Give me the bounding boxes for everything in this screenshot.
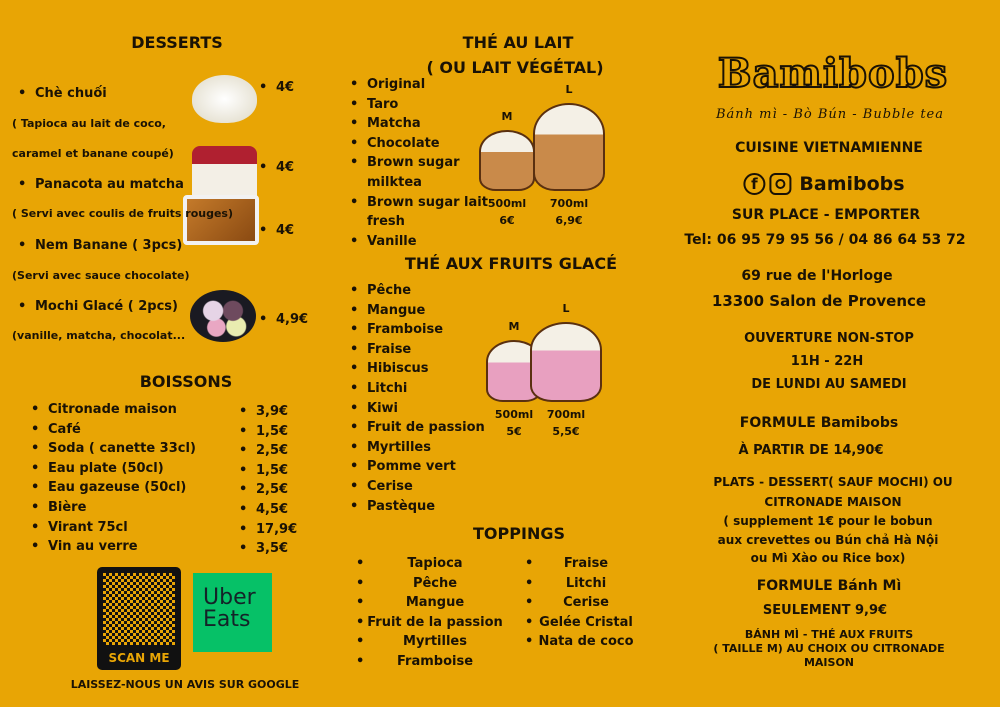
formule-bamibobs-desc-2: CITRONADE MAISON xyxy=(764,495,902,509)
tea-flavor: • Chocolate xyxy=(367,136,440,151)
tea-flavor: • Myrtilles xyxy=(367,440,431,455)
tea-flavor: • Brown sugar xyxy=(367,155,460,170)
formule-bamibobs-desc-1: PLATS - DESSERT( SAUF MOCHI) OU xyxy=(713,475,953,489)
topping-item: Cerise xyxy=(563,595,609,611)
drink-name: • Bière xyxy=(48,500,86,515)
formule-banh-mi-desc-3: MAISON xyxy=(803,656,855,669)
topping-item: Myrtilles xyxy=(403,634,467,650)
formule-bamibobs-title: FORMULE Bamibobs xyxy=(739,415,899,431)
dessert-description: caramel et banane coupé) xyxy=(12,147,174,160)
address-line2: 13300 Salon de Provence xyxy=(711,292,927,310)
service-text: SUR PLACE - EMPORTER xyxy=(731,207,921,223)
size-volume: 500ml xyxy=(494,408,534,421)
topping-item: Pêche xyxy=(412,575,458,591)
eats-text: Eats xyxy=(203,607,251,632)
qr-label: SCAN ME xyxy=(108,651,170,665)
size-volume: 700ml xyxy=(546,408,586,421)
dessert-name: • Nem Banane ( 3pcs) xyxy=(35,238,182,253)
social-row xyxy=(743,173,904,195)
size-label: L xyxy=(562,302,570,315)
tea-flavor: • Original xyxy=(367,77,425,92)
topping-item: Nata de coco xyxy=(538,634,634,650)
drink-name: • Café xyxy=(48,422,81,437)
tea-flavor: • Taro xyxy=(367,97,398,112)
drink-price: • 4,5€ xyxy=(256,502,288,517)
tea-flavor: • Pastèque xyxy=(367,499,435,514)
formule-bamibobs-note-1: ( supplement 1€ pour le bobun xyxy=(723,514,933,528)
che-chuoi-image xyxy=(192,75,257,123)
tea-flavor: • Vanille xyxy=(367,234,417,249)
topping-item: Litchi xyxy=(565,575,607,591)
size-label: L xyxy=(565,83,573,96)
formule-banh-mi-price: SEULEMENT 9,9€ xyxy=(762,603,888,618)
tea-flavor: • Framboise xyxy=(367,322,443,337)
size-price: 6,9€ xyxy=(555,214,583,227)
the-au-lait-title: THÉ AU LAIT xyxy=(462,33,574,52)
drink-price: • 2,5€ xyxy=(256,443,288,458)
dessert-price: • 4€ xyxy=(276,160,294,175)
dessert-name: • Panacota au matcha xyxy=(35,177,184,192)
size-price: 5,5€ xyxy=(552,425,580,438)
uber-eats-logo[interactable] xyxy=(193,573,272,652)
tea-flavor: • Fraise xyxy=(367,342,411,357)
drink-name: • Virant 75cl xyxy=(48,520,128,535)
dessert-description: ( Tapioca au lait de coco, xyxy=(12,117,166,130)
topping-item: Fruit de la passion xyxy=(367,614,503,630)
formule-banh-mi-title: FORMULE Bánh Mì xyxy=(756,578,902,594)
nem-banane-image xyxy=(183,195,259,245)
phone-text: Tel: 06 95 79 95 56 / 04 86 64 53 72 xyxy=(684,232,966,248)
drink-name: • Eau gazeuse (50cl) xyxy=(48,480,186,495)
bullet-icon: • xyxy=(525,614,534,630)
drink-price: • 3,9€ xyxy=(256,404,288,419)
topping-item: Tapioca xyxy=(407,556,463,571)
bullet-icon: • xyxy=(356,556,365,571)
tea-flavor: • Matcha xyxy=(367,116,421,131)
size-volume: 700ml xyxy=(549,197,589,210)
tea-flavor: • Mangue xyxy=(367,303,425,318)
drink-price: • 17,9€ xyxy=(256,522,297,537)
drink-price: • 1,5€ xyxy=(256,463,288,478)
desserts-title: DESSERTS xyxy=(131,33,223,52)
cup-icon xyxy=(533,103,605,191)
uber-text: Uber xyxy=(203,585,256,610)
tea-flavor: milktea xyxy=(367,175,422,190)
hours-line2: 11H - 22H xyxy=(790,354,864,369)
formule-bamibobs-note-2: aux crevettes ou Bún chả Hà Nội xyxy=(717,533,939,547)
social-handle: Bamibobs xyxy=(799,173,905,195)
bullet-icon: • xyxy=(525,575,534,591)
tagline: Bánh mì - Bò Bún - Bubble tea xyxy=(715,107,945,122)
drink-name: • Eau plate (50cl) xyxy=(48,461,164,476)
dessert-description: ( Servi avec coulis de fruits rouges) xyxy=(12,207,233,220)
dessert-price: • 4€ xyxy=(276,223,294,238)
tea-flavor: • Kiwi xyxy=(367,401,398,416)
size-volume: 500ml xyxy=(487,197,527,210)
address-line1: 69 rue de l'Horloge xyxy=(741,268,893,284)
bullet-icon: • xyxy=(356,634,365,650)
bullet-icon: • xyxy=(356,595,365,611)
formule-banh-mi-desc-2: ( TAILLE M) AU CHOIX OU CITRONADE xyxy=(713,642,945,655)
drink-price: • 1,5€ xyxy=(256,424,288,439)
topping-item: Fraise xyxy=(563,556,609,571)
drink-name: • Vin au verre xyxy=(48,539,138,554)
size-label: M xyxy=(501,110,513,123)
dessert-name: • Chè chuối xyxy=(35,86,107,101)
tea-flavor: • Cerise xyxy=(367,479,413,494)
topping-item: Framboise xyxy=(396,654,474,669)
tea-flavor: • Hibiscus xyxy=(367,361,429,376)
bullet-icon: • xyxy=(356,575,365,591)
toppings-title: TOPPINGS xyxy=(473,524,565,543)
formule-banh-mi-desc-1: BÁNH MÌ - THÉ AUX FRUITS xyxy=(744,628,914,641)
drink-name: • Soda ( canette 33cl) xyxy=(48,441,196,456)
facebook-icon[interactable]: f xyxy=(743,173,765,195)
hours-line1: OUVERTURE NON-STOP xyxy=(744,331,914,346)
google-review-text: LAISSEZ-NOUS UN AVIS SUR GOOGLE xyxy=(70,678,300,691)
the-fruits-title: THÉ AUX FRUITS GLACÉ xyxy=(404,254,618,273)
bullet-icon: • xyxy=(525,595,534,611)
the-au-lait-subtitle: ( OU LAIT VÉGÉTAL) xyxy=(426,58,604,77)
mochi-image xyxy=(190,290,256,342)
dessert-description: (vanille, matcha, chocolat... xyxy=(12,329,186,342)
dessert-price: • 4,9€ xyxy=(276,312,308,327)
tea-flavor: • Pêche xyxy=(367,283,411,298)
tea-flavor: • Pomme vert xyxy=(367,459,456,474)
topping-item: Mangue xyxy=(405,595,465,611)
bullet-icon: • xyxy=(356,654,365,669)
dessert-name: • Mochi Glacé ( 2pcs) xyxy=(35,299,178,314)
bullet-icon: • xyxy=(356,614,365,630)
dessert-description: (Servi avec sauce chocolate) xyxy=(12,269,190,282)
boissons-title: BOISSONS xyxy=(139,372,233,391)
topping-item: Gelée Cristal xyxy=(539,614,633,630)
drink-price: • 2,5€ xyxy=(256,482,288,497)
tea-flavor: • Litchi xyxy=(367,381,407,396)
hours-line3: DE LUNDI AU SAMEDI xyxy=(751,377,907,392)
qr-code-button[interactable] xyxy=(97,567,181,670)
tea-flavor: fresh xyxy=(367,214,405,230)
bamibobs-logo: Bamibobs xyxy=(717,50,949,97)
drink-name: • Citronade maison xyxy=(48,402,177,417)
tea-flavor: • Fruit de passion xyxy=(367,420,485,435)
size-price: 5€ xyxy=(506,425,522,438)
bullet-icon: • xyxy=(525,634,534,650)
cup-icon xyxy=(530,322,602,402)
qr-code-icon xyxy=(103,573,175,645)
cuisine-text: CUISINE VIETNAMIENNE xyxy=(735,140,923,156)
drink-price: • 3,5€ xyxy=(256,541,288,556)
size-price: 6€ xyxy=(499,214,515,227)
cup-icon xyxy=(479,130,535,191)
tea-flavor: • Brown sugar lait xyxy=(367,195,488,210)
formule-bamibobs-note-3: ou Mì Xào ou Rice box) xyxy=(750,551,906,565)
size-label: M xyxy=(508,320,520,333)
bullet-icon: • xyxy=(525,556,534,571)
dessert-price: • 4€ xyxy=(276,80,294,95)
instagram-icon[interactable] xyxy=(769,173,791,195)
formule-bamibobs-price: À PARTIR DE 14,90€ xyxy=(738,443,884,458)
